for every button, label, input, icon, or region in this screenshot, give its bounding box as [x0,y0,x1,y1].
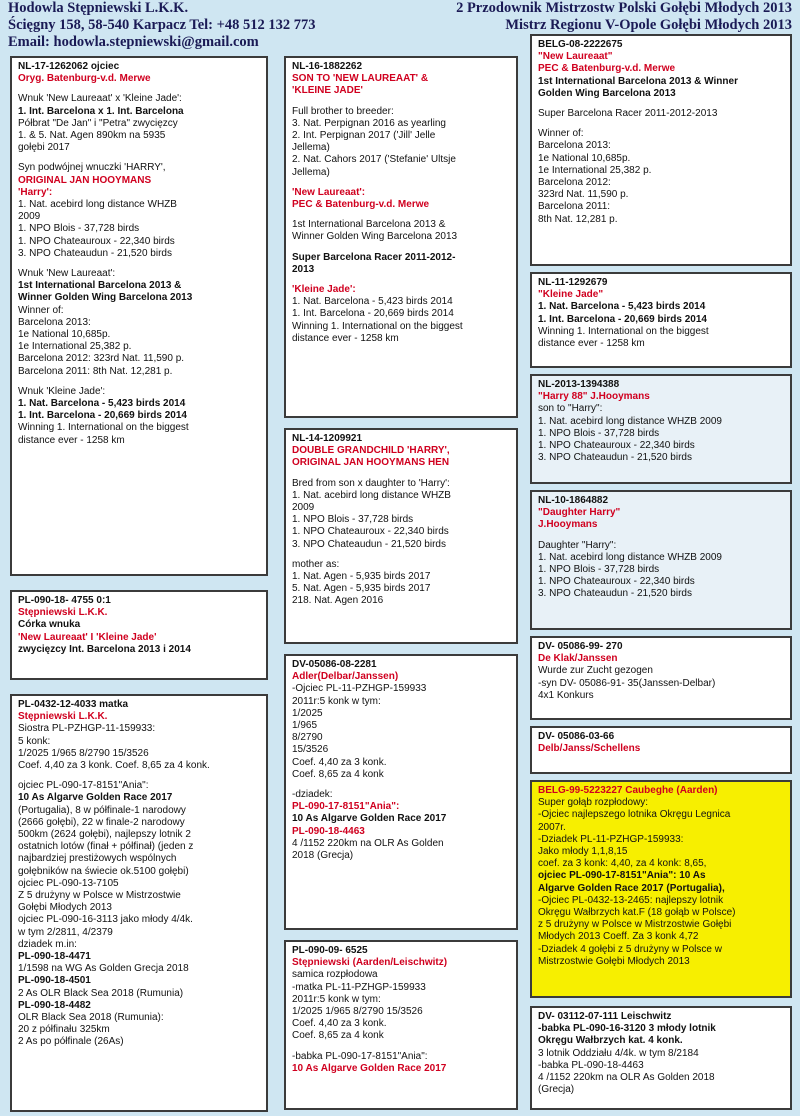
pedigree-line: -dziadek: [292,789,333,801]
pedigree-line: -Ojciec najlepszego lotnika Okręgu Legnica [538,809,731,821]
pedigree-line: 1/2025 1/965 8/2790 15/3526 [18,747,149,759]
pedigree-line: Winner Golden Wing Barcelona 2013 [292,231,458,243]
pedigree-line: PEC & Batenburg-v.d. Merwe [538,63,676,75]
pedigree-line: 1st International Barcelona 2013 & [292,219,446,231]
pedigree-line: (2666 gołębi), 22 w finale-2 narodowy [18,816,185,828]
line-spacer [292,98,510,106]
pedigree-line: 1. Int. Barcelona - 20,669 birds 2014 [538,313,707,325]
title-championship: 2 Przodownik Mistrzostw Polski Gołębi Młodych 2013 [456,0,792,16]
pedigree-line: Siostra PL-PZHGP-11-159933: [18,723,156,735]
line-spacer [538,532,784,540]
pedigree-line: 4 /1152 220km na OLR As Golden 2018 [538,1072,715,1084]
pedigree-line: Mistrzostwie Gołębi Młodych 2013 [538,955,690,967]
pedigree-line: Algarve Golden Race 2017 (Portugalia), [538,882,725,894]
pedigree-box-pigeon [10,590,268,680]
pedigree-line: samica rozpłodowa [292,969,378,981]
pedigree-line: Oryg. Batenburg-v.d. Merwe [18,73,151,85]
pedigree-line: Wnuk 'Kleine Jade': [18,385,106,397]
pedigree-line: Coef. 4,40 za 3 konk. [292,1018,387,1030]
pedigree-line: 1/1598 na WG As Golden Grecja 2018 [18,963,189,975]
pedigree-line: z 5 drużyny w Polsce w Mistrzostwie Gołębi [538,919,732,931]
pedigree-line: Stępniewski L.K.K. [18,607,108,619]
pedigree-line: SON TO 'NEW LAUREAAT' & [292,73,429,85]
pedigree-line: 3. NPO Chateaudun - 21,520 birds [292,538,446,550]
pedigree-box-daughter-harry [530,490,792,630]
breeder-name: Hodowla Stępniewski L.K.K. [8,0,189,16]
pedigree-line: 1e National 10,685p. [538,152,631,164]
line-spacer [292,244,510,252]
pedigree-line: Syn podwójnej wnuczki 'HARRY', [18,162,166,174]
pedigree-box-new-laureaat [530,34,792,266]
pedigree-line: 1. Nat. Barcelona - 5,423 birds 2014 [292,296,453,308]
pedigree-line: Jako młody 1,1,8,15 [538,846,628,858]
pedigree-line: 3. NPO Chateaudun - 21,520 birds [18,247,172,259]
pedigree-line: Winning 1. International on the biggest [538,325,709,337]
pedigree-line: 1. NPO Blois - 37,728 birds [538,427,660,439]
pedigree-line: 1. Nat. Barcelona - 5,423 birds 2014 [18,398,186,410]
pedigree-line: 2007r. [538,821,566,833]
pedigree-line: distance ever - 1258 km [292,332,399,344]
pedigree-line: 1. NPO Chateauroux - 22,340 birds [292,526,449,538]
pedigree-line: Barcelona 2012: 323rd Nat. 11,590 p. [18,353,185,365]
pedigree-line: 1. Nat. acebird long distance WHZB [18,199,177,211]
pedigree-line: 1. Nat. Agen - 5,935 birds 2017 [292,571,431,583]
line-spacer [292,276,510,284]
pedigree-line: Adler(Delbar/Janssen) [292,671,399,683]
pedigree-line: 8/2790 [292,732,323,744]
pedigree-line: 1. NPO Chateauroux - 22,340 birds [18,235,175,247]
pedigree-line: Barcelona 2013: [18,316,91,328]
pedigree-line: Okręgu Wałbrzych kat.F (18 gołąb w Polsce) [538,907,736,919]
pedigree-line: 'Kleine Jade': [292,284,356,296]
line-spacer [538,100,784,108]
pedigree-line: najbardziej prestiżowych wspólnych [18,853,177,865]
line-spacer [18,378,260,386]
pedigree-line: Półbrat "De Jan" i "Petra" zwycięzcy [18,117,178,129]
pedigree-line: BELG-99-5223227 Caubeghe (Aarden) [538,785,718,796]
pedigree-line: Młodych 2013 Coeff. Za 3 konk 4,72 [538,931,699,943]
pedigree-line: Stępniewski (Aarden/Leischwitz) [292,957,448,969]
pedigree-line: "Daughter Harry" [538,507,621,519]
pedigree-line: PL-090-18-4501 [18,975,91,987]
pedigree-line: PL-090-18- 4755 0:1 [18,595,111,606]
pedigree-line: 1/965 [292,720,318,732]
pedigree-line: 2013 [292,263,315,275]
line-spacer [292,1043,510,1051]
line-spacer [292,781,510,789]
pedigree-line: 2009 [292,502,315,514]
pedigree-line: Barcelona 2012: [538,177,611,189]
breeder-address: Ścięgny 158, 58-540 Karpacz Tel: +48 512 132 773 [8,17,316,33]
pedigree-line: Gołębi Młodych 2013 [18,902,112,914]
pedigree-line: dziadek m.in: [18,938,77,950]
pedigree-line: 1. NPO Blois - 37,728 birds [18,223,140,235]
pedigree-line: 1. Nat. acebird long distance WHZB 2009 [538,551,722,563]
pedigree-line: PL-090-18-4471 [18,951,91,963]
pedigree-line: ojciec PL-090-17-8151"Ania": [18,780,149,792]
pedigree-line: 1. Nat. acebird long distance WHZB 2009 [538,415,722,427]
pedigree-line: Okręgu Wałbrzych kat. 4 konk. [538,1035,683,1047]
pedigree-line: 8th Nat. 12,281 p. [538,213,618,225]
pedigree-line: PL-090-18-4482 [18,999,91,1011]
pedigree-line: Wnuk 'New Laureaat' x 'Kleine Jade': [18,93,182,105]
line-spacer [538,120,784,128]
pedigree-line: 1. Nat. Barcelona - 5,423 birds 2014 [538,301,706,313]
pedigree-line: distance ever - 1258 km [18,434,125,446]
line-spacer [292,179,510,187]
pedigree-line: Córka wnuka [18,619,81,631]
pedigree-box-dam-sire [284,654,518,930]
pedigree-line: distance ever - 1258 km [538,338,645,350]
pedigree-line: 1e National 10,685p. [18,329,111,341]
pedigree-line: 3. Nat. Perpignan 2016 as yearling [292,117,446,129]
pedigree-line: 1st International Barcelona 2013 & Winner [538,75,738,87]
pedigree-line: Barcelona 2011: [538,201,611,213]
pedigree-line: DOUBLE GRANDCHILD 'HARRY', [292,445,450,457]
pedigree-line: PEC & Batenburg-v.d. Merwe [292,199,430,211]
pedigree-line: 1e International 25,382 p. [18,341,132,353]
pedigree-box-delb-janss [530,726,792,774]
pedigree-line: -Dziadek 4 gołębi z 5 drużyny w Polsce w [538,943,722,955]
pedigree-line: 'KLEINE JADE' [292,85,363,97]
pedigree-line: NL-10-1864882 [538,495,609,506]
pedigree-line: NL-17-1262062 ojciec [18,61,120,72]
pedigree-line: Jellema) [292,166,330,178]
pedigree-line: PL-090-17-8151"Ania": [292,801,400,813]
pedigree-line: Coef. 8,65 za 4 konk [292,1030,384,1042]
pedigree-line: Wurde zur Zucht gezogen [538,665,653,677]
pedigree-line: w tym 2/2811, 4/2379 [18,926,113,938]
pedigree-line: NL-14-1209921 [292,433,363,444]
pedigree-line: 500km (2624 gołębi), najlepszy lotnik 2 [18,829,191,841]
pedigree-line: 1. Nat. acebird long distance WHZB [292,489,451,501]
pedigree-line: 'New Laureaat' I 'Kleine Jade' [18,631,157,643]
pedigree-box-father [10,56,268,576]
pedigree-line: 2 As po półfinale (26As) [18,1036,124,1048]
pedigree-line: -babka PL-090-16-3120 3 młody lotnik [538,1023,716,1035]
pedigree-line: DV- 03112-07-111 Leischwitz [538,1011,672,1022]
line-spacer [292,551,510,559]
pedigree-line: Bred from son x daughter to 'Harry': [292,477,450,489]
pedigree-box-sire-sire [284,56,518,418]
pedigree-line: 2018 (Grecja) [292,850,354,862]
pedigree-line: (Portugalia), 8 w półfinale-1 narodowy [18,804,186,816]
pedigree-line: NL-2013-1394388 [538,379,620,390]
pedigree-line: ojciec PL-090-13-7105 [18,877,119,889]
pedigree-line: 'Harry': [18,186,53,198]
pedigree-line: 3 lotnik Oddziału 4/4k. w tym 8/2184 [538,1047,699,1059]
pedigree-line: 15/3526 [292,744,329,756]
pedigree-line: J.Hooymans [538,519,598,531]
pedigree-line: 2011r:5 konk w tym: [292,695,381,707]
pedigree-line: 1. NPO Chateauroux - 22,340 birds [538,576,695,588]
pedigree-line: Z 5 drużyny w Polsce w Mistrzostwie [18,890,181,902]
pedigree-line: DV- 05086-99- 270 [538,641,623,652]
pedigree-line: Barcelona 2013: [538,140,611,152]
pedigree-line: 1. Int. Barcelona - 20,669 birds 2014 [292,308,454,320]
pedigree-line: -syn DV- 05086-91- 35(Janssen-Delbar) [538,677,716,689]
pedigree-line: 1/2025 [292,707,323,719]
pedigree-line: 1. Int. Barcelona x 1. Int. Barcelona [18,105,184,117]
pedigree-line: 1. & 5. Nat. Agen 890km na 5935 [18,130,166,142]
pedigree-line: 3. NPO Chateaudun - 21,520 birds [538,588,692,600]
pedigree-line: son to "Harry": [538,403,603,415]
pedigree-box-caubeghe [530,780,792,998]
pedigree-line: Coef. 8,65 za 4 konk [292,768,384,780]
pedigree-line: NL-16-1882262 [292,61,363,72]
pedigree-line: Coef. 4,40 za 3 konk. Coef. 8,65 za 4 konk. [18,760,210,772]
pedigree-line: Wnuk 'New Laureaat': [18,268,116,280]
line-spacer [18,85,260,93]
pedigree-line: coef. za 3 konk: 4,40, za 4 konk: 8,65, [538,858,707,870]
pedigree-line: BELG-08-2222675 [538,39,623,50]
line-spacer [18,154,260,162]
pedigree-line: 2. Nat. Cahors 2017 ('Stefanie' Ultsje [292,154,456,166]
pedigree-line: 10 As Algarve Golden Race 2017 [292,1062,447,1074]
pedigree-line: -Ojciec PL-0432-13-2465: najlepszy lotnik [538,894,724,906]
pedigree-line: "Kleine Jade" [538,289,604,301]
pedigree-line: -matka PL-11-PZHGP-159933 [292,981,426,993]
pedigree-line: 218. Nat. Agen 2016 [292,595,384,607]
pedigree-line: (Grecja) [538,1084,575,1096]
pedigree-line: -babka PL-090-17-8151"Ania": [292,1050,428,1062]
pedigree-line: Winner of: [18,304,64,316]
pedigree-line: Delb/Janss/Schellens [538,743,641,755]
line-spacer [292,470,510,478]
pedigree-line: 323rd Nat. 11,590 p. [538,189,629,201]
pedigree-line: Full brother to breeder: [292,105,394,117]
pedigree-line: 1e International 25,382 p. [538,164,652,176]
pedigree-line: 20 z półfinału 325km [18,1024,110,1036]
pedigree-line: PL-090-09- 6525 [292,945,368,956]
pedigree-line: Barcelona 2011: 8th Nat. 12,281 p. [18,365,173,377]
line-spacer [18,772,260,780]
pedigree-line: Jellema) [292,142,330,154]
pedigree-line: gołębników na świecie ok.5100 gołębi) [18,865,189,877]
pedigree-line: 10 As Algarve Golden Race 2017 [292,813,447,825]
pedigree-line: Winning 1. International on the biggest [18,422,189,434]
title-region: Mistrz Regionu V-Opole Gołębi Młodych 2013 [505,17,792,33]
pedigree-line: Stępniewski L.K.K. [18,711,108,723]
pedigree-line: 1st International Barcelona 2013 & [18,280,182,292]
pedigree-line: 2011r:5 konk w tym: [292,993,381,1005]
pedigree-line: De Klak/Janssen [538,653,618,665]
pedigree-line: 2009 [18,211,41,223]
pedigree-line: -Ojciec PL-11-PZHGP-159933 [292,683,427,695]
pedigree-line: 4 /1152 220km na OLR As Golden [292,837,444,849]
pedigree-line: Golden Wing Barcelona 2013 [538,87,676,99]
pedigree-line: ojciec PL-090-17-8151"Ania": 10 As [538,870,706,882]
pedigree-box-dam-dam [284,940,518,1110]
pedigree-line: Super Barcelona Racer 2011-2012- [292,251,456,263]
pedigree-line: 5. Nat. Agen - 5,935 birds 2017 [292,583,431,595]
pedigree-line: ostatnich lotów (finał + półfinał) (jeden z [18,841,194,853]
pedigree-line: 3. NPO Chateaudun - 21,520 birds [538,452,692,464]
pedigree-line: DV- 05086-03-66 [538,731,615,742]
pedigree-line: -Dziadek PL-11-PZHGP-159933: [538,833,684,845]
pedigree-line: ORIGINAL JAN HOOYMANS [18,174,152,186]
pedigree-line: 1. NPO Chateauroux - 22,340 birds [538,440,695,452]
pedigree-line: gołębi 2017 [18,142,70,154]
pedigree-box-harry-88 [530,374,792,484]
pedigree-line: mother as: [292,558,340,570]
pedigree-line: PL-0432-12-4033 matka [18,699,129,710]
pedigree-line: Coef. 4,40 za 3 konk. [292,756,387,768]
pedigree-line: ORIGINAL JAN HOOYMANS HEN [292,457,450,469]
pedigree-box-sire-dam [284,428,518,644]
pedigree-line: Winning 1. International on the biggest [292,320,463,332]
pedigree-line: zwycięzcy Int. Barcelona 2013 i 2014 [18,643,191,655]
pedigree-line: Super Barcelona Racer 2011-2012-2013 [538,108,718,120]
pedigree-line: -babka PL-090-18-4463 [538,1059,644,1071]
pedigree-box-de-klak [530,636,792,720]
pedigree-line: 1. NPO Blois - 37,728 birds [538,564,660,576]
pedigree-line: "New Laureaat" [538,51,613,63]
pedigree-line: NL-11-1292679 [538,277,608,288]
pedigree-line: OLR Black Sea 2018 (Rumunia): [18,1012,164,1024]
pedigree-box-leischwitz [530,1006,792,1110]
pedigree-line: Daughter "Harry": [538,539,617,551]
pedigree-line: 1. NPO Blois - 37,728 birds [292,514,414,526]
breeder-email: Email: hodowla.stepniewski@gmail.com [8,34,259,50]
pedigree-box-mother [10,694,268,1112]
pedigree-box-kleine-jade [530,272,792,368]
line-spacer [18,260,260,268]
pedigree-line: 1/2025 1/965 8/2790 15/3526 [292,1006,423,1018]
pedigree-line: 2 As OLR Black Sea 2018 (Rumunia) [18,987,184,999]
pedigree-line: PL-090-18-4463 [292,825,365,837]
pedigree-line: Super gołąb rozpłodowy: [538,797,649,809]
pedigree-line: Winner of: [538,128,584,140]
pedigree-line: 1. Int. Barcelona - 20,669 birds 2014 [18,410,187,422]
pedigree-line: 'New Laureaat': [292,186,366,198]
pedigree-line: 4x1 Konkurs [538,689,594,701]
pedigree-line: "Harry 88" J.Hooymans [538,391,650,403]
pedigree-line: DV-05086-08-2281 [292,659,377,670]
pedigree-line: 10 As Algarve Golden Race 2017 [18,792,173,804]
pedigree-line: Winner Golden Wing Barcelona 2013 [18,292,193,304]
pedigree-line: 2. Int. Perpignan 2017 ('Jill' Jelle [292,130,436,142]
pedigree-line: ojciec PL-090-16-3113 jako młody 4/4k. [18,914,193,926]
pedigree-line: 5 konk: [18,735,51,747]
line-spacer [292,211,510,219]
